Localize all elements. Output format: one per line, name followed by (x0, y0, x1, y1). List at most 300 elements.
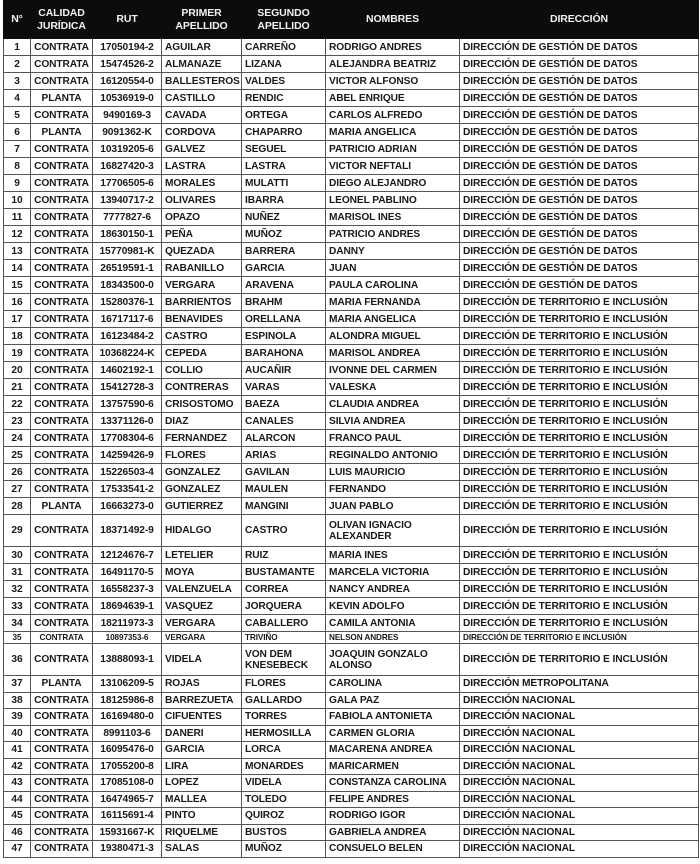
calidad-juridica: CONTRATA (31, 581, 93, 598)
calidad-juridica: CONTRATA (31, 615, 93, 632)
direccion: DIRECCIÓN DE GESTIÓN DE DATOS (460, 56, 699, 73)
row-number: 32 (4, 581, 31, 598)
row-number: 21 (4, 379, 31, 396)
table-row (4, 430, 699, 447)
nombres: VALESKA (326, 379, 460, 396)
calidad-juridica: PLANTA (31, 676, 93, 693)
calidad-juridica: CONTRATA (31, 564, 93, 581)
segundo-apellido: BUSTOS (242, 824, 326, 841)
primer-apellido: QUEZADA (162, 243, 242, 260)
table-row (4, 498, 699, 515)
table-row (4, 775, 699, 792)
row-number: 35 (4, 632, 31, 644)
rut: 13371126-0 (93, 413, 162, 430)
rut: 9091362-K (93, 124, 162, 141)
direccion: DIRECCIÓN DE GESTIÓN DE DATOS (460, 260, 699, 277)
segundo-apellido: GARCIA (242, 260, 326, 277)
nombres: ALONDRA MIGUEL (326, 328, 460, 345)
nombres: NANCY ANDREA (326, 581, 460, 598)
row-number: 3 (4, 73, 31, 90)
segundo-apellido: MONARDES (242, 758, 326, 775)
nombres: IVONNE DEL CARMEN (326, 362, 460, 379)
primer-apellido: HIDALGO (162, 515, 242, 547)
table-row (4, 73, 699, 90)
segundo-apellido: SEGUEL (242, 141, 326, 158)
calidad-juridica: CONTRATA (31, 808, 93, 825)
segundo-apellido: AUCAÑIR (242, 362, 326, 379)
calidad-juridica: CONTRATA (31, 515, 93, 547)
nombres: ALEJANDRA BEATRIZ (326, 56, 460, 73)
header-number: N° (4, 1, 31, 39)
nombres: CONSTANZA CAROLINA (326, 775, 460, 792)
rut: 18371492-9 (93, 515, 162, 547)
nombres: GALA PAZ (326, 692, 460, 709)
table-row (4, 692, 699, 709)
rut: 8991103-6 (93, 725, 162, 742)
calidad-juridica: CONTRATA (31, 447, 93, 464)
row-number: 8 (4, 158, 31, 175)
row-number: 19 (4, 345, 31, 362)
direccion: DIRECCIÓN DE GESTIÓN DE DATOS (460, 209, 699, 226)
nombres: JOAQUIN GONZALO ALONSO (326, 644, 460, 676)
rut: 13757590-6 (93, 396, 162, 413)
primer-apellido: LETELIER (162, 547, 242, 564)
row-number: 13 (4, 243, 31, 260)
rut: 16120554-0 (93, 73, 162, 90)
primer-apellido: AGUILAR (162, 39, 242, 56)
segundo-apellido: BRAHM (242, 294, 326, 311)
row-number: 9 (4, 175, 31, 192)
direccion: DIRECCIÓN DE GESTIÓN DE DATOS (460, 39, 699, 56)
direccion: DIRECCIÓN DE GESTIÓN DE DATOS (460, 243, 699, 260)
direccion: DIRECCIÓN DE TERRITORIO E INCLUSIÓN (460, 413, 699, 430)
segundo-apellido: MUÑOZ (242, 226, 326, 243)
row-number: 11 (4, 209, 31, 226)
direccion: DIRECCIÓN NACIONAL (460, 725, 699, 742)
primer-apellido: CORDOVA (162, 124, 242, 141)
rut: 18630150-1 (93, 226, 162, 243)
segundo-apellido: ALARCON (242, 430, 326, 447)
row-number: 45 (4, 808, 31, 825)
calidad-juridica: CONTRATA (31, 243, 93, 260)
calidad-juridica: CONTRATA (31, 547, 93, 564)
segundo-apellido: JORQUERA (242, 598, 326, 615)
segundo-apellido: MANGINI (242, 498, 326, 515)
direccion: DIRECCIÓN NACIONAL (460, 758, 699, 775)
primer-apellido: BARRIENTOS (162, 294, 242, 311)
segundo-apellido: MUÑOZ (242, 841, 326, 858)
primer-apellido: DIAZ (162, 413, 242, 430)
table-row (4, 260, 699, 277)
nombres: KEVIN ADOLFO (326, 598, 460, 615)
primer-apellido: FLORES (162, 447, 242, 464)
segundo-apellido: ARAVENA (242, 277, 326, 294)
direccion: DIRECCIÓN DE TERRITORIO E INCLUSIÓN (460, 294, 699, 311)
nombres: CONSUELO BELEN (326, 841, 460, 858)
rut: 15226503-4 (93, 464, 162, 481)
table-row (4, 192, 699, 209)
table-row (4, 632, 699, 644)
direccion: DIRECCIÓN DE TERRITORIO E INCLUSIÓN (460, 396, 699, 413)
rut: 13940717-2 (93, 192, 162, 209)
calidad-juridica: CONTRATA (31, 430, 93, 447)
direccion: DIRECCIÓN DE GESTIÓN DE DATOS (460, 90, 699, 107)
row-number: 25 (4, 447, 31, 464)
primer-apellido: CASTRO (162, 328, 242, 345)
table-row (4, 791, 699, 808)
nombres: CARMEN GLORIA (326, 725, 460, 742)
row-number: 29 (4, 515, 31, 547)
segundo-apellido: VALDES (242, 73, 326, 90)
direccion: DIRECCIÓN DE GESTIÓN DE DATOS (460, 192, 699, 209)
table-row (4, 243, 699, 260)
calidad-juridica: CONTRATA (31, 209, 93, 226)
rut: 13106209-5 (93, 676, 162, 693)
direccion: DIRECCIÓN DE TERRITORIO E INCLUSIÓN (460, 644, 699, 676)
nombres: MACARENA ANDREA (326, 742, 460, 759)
row-number: 4 (4, 90, 31, 107)
table-row (4, 581, 699, 598)
calidad-juridica: CONTRATA (31, 39, 93, 56)
direccion: DIRECCIÓN NACIONAL (460, 841, 699, 858)
direccion: DIRECCIÓN DE TERRITORIO E INCLUSIÓN (460, 632, 699, 644)
segundo-apellido: CHAPARRO (242, 124, 326, 141)
row-number: 47 (4, 841, 31, 858)
nombres: MARIA ANGELICA (326, 124, 460, 141)
direccion: DIRECCIÓN DE GESTIÓN DE DATOS (460, 277, 699, 294)
segundo-apellido: CABALLERO (242, 615, 326, 632)
direccion: DIRECCIÓN DE TERRITORIO E INCLUSIÓN (460, 430, 699, 447)
rut: 17706505-6 (93, 175, 162, 192)
table-row (4, 90, 699, 107)
row-number: 28 (4, 498, 31, 515)
direccion: DIRECCIÓN DE TERRITORIO E INCLUSIÓN (460, 598, 699, 615)
rut: 9490169-3 (93, 107, 162, 124)
direccion: DIRECCIÓN DE TERRITORIO E INCLUSIÓN (460, 345, 699, 362)
nombres: JUAN (326, 260, 460, 277)
row-number: 7 (4, 141, 31, 158)
table-row (4, 294, 699, 311)
row-number: 43 (4, 775, 31, 792)
rut: 18694639-1 (93, 598, 162, 615)
header-nombres: NOMBRES (326, 1, 460, 39)
nombres: PATRICIO ADRIAN (326, 141, 460, 158)
rut: 18125986-8 (93, 692, 162, 709)
direccion: DIRECCIÓN DE TERRITORIO E INCLUSIÓN (460, 311, 699, 328)
table-row (4, 56, 699, 73)
calidad-juridica: CONTRATA (31, 598, 93, 615)
row-number: 27 (4, 481, 31, 498)
nombres: GABRIELA ANDREA (326, 824, 460, 841)
nombres: NELSON ANDRES (326, 632, 460, 644)
rut: 17050194-2 (93, 39, 162, 56)
primer-apellido: OPAZO (162, 209, 242, 226)
calidad-juridica: PLANTA (31, 124, 93, 141)
primer-apellido: ALMANAZE (162, 56, 242, 73)
row-number: 31 (4, 564, 31, 581)
rut: 19380471-3 (93, 841, 162, 858)
direccion: DIRECCIÓN DE TERRITORIO E INCLUSIÓN (460, 464, 699, 481)
nombres: CAMILA ANTONIA (326, 615, 460, 632)
calidad-juridica: CONTRATA (31, 260, 93, 277)
calidad-juridica: CONTRATA (31, 692, 93, 709)
primer-apellido: VIDELA (162, 644, 242, 676)
direccion: DIRECCIÓN DE GESTIÓN DE DATOS (460, 107, 699, 124)
nombres: FELIPE ANDRES (326, 791, 460, 808)
calidad-juridica: CONTRATA (31, 742, 93, 759)
segundo-apellido: MAULEN (242, 481, 326, 498)
calidad-juridica: CONTRATA (31, 175, 93, 192)
primer-apellido: CASTILLO (162, 90, 242, 107)
segundo-apellido: HERMOSILLA (242, 725, 326, 742)
nombres: VICTOR ALFONSO (326, 73, 460, 90)
header-calidad-juridica: CALIDAD JURÍDICA (31, 1, 93, 39)
rut: 15474526-2 (93, 56, 162, 73)
calidad-juridica: CONTRATA (31, 192, 93, 209)
primer-apellido: FERNANDEZ (162, 430, 242, 447)
row-number: 38 (4, 692, 31, 709)
rut: 17533541-2 (93, 481, 162, 498)
segundo-apellido: FLORES (242, 676, 326, 693)
row-number: 22 (4, 396, 31, 413)
nombres: FERNANDO (326, 481, 460, 498)
primer-apellido: DANERI (162, 725, 242, 742)
segundo-apellido: VIDELA (242, 775, 326, 792)
segundo-apellido: QUIROZ (242, 808, 326, 825)
primer-apellido: GARCIA (162, 742, 242, 759)
direccion: DIRECCIÓN DE GESTIÓN DE DATOS (460, 175, 699, 192)
nombres: LUIS MAURICIO (326, 464, 460, 481)
calidad-juridica: CONTRATA (31, 73, 93, 90)
direccion: DIRECCIÓN NACIONAL (460, 808, 699, 825)
table-row (4, 709, 699, 726)
nombres: RODRIGO IGOR (326, 808, 460, 825)
direccion: DIRECCIÓN DE TERRITORIO E INCLUSIÓN (460, 379, 699, 396)
calidad-juridica: CONTRATA (31, 379, 93, 396)
row-number: 5 (4, 107, 31, 124)
nombres: ABEL ENRIQUE (326, 90, 460, 107)
rut: 18343500-0 (93, 277, 162, 294)
calidad-juridica: CONTRATA (31, 226, 93, 243)
header-primer-apellido: PRIMER APELLIDO (162, 1, 242, 39)
rut: 17085108-0 (93, 775, 162, 792)
rut: 16491170-5 (93, 564, 162, 581)
row-number: 44 (4, 791, 31, 808)
table-row (4, 464, 699, 481)
row-number: 10 (4, 192, 31, 209)
nombres: CLAUDIA ANDREA (326, 396, 460, 413)
primer-apellido: VASQUEZ (162, 598, 242, 615)
table-row (4, 328, 699, 345)
rut: 10319205-6 (93, 141, 162, 158)
calidad-juridica: CONTRATA (31, 277, 93, 294)
rut: 16558237-3 (93, 581, 162, 598)
primer-apellido: LIRA (162, 758, 242, 775)
table-row (4, 481, 699, 498)
direccion: DIRECCIÓN NACIONAL (460, 791, 699, 808)
primer-apellido: PINTO (162, 808, 242, 825)
primer-apellido: LASTRA (162, 158, 242, 175)
primer-apellido: RIQUELME (162, 824, 242, 841)
table-row (4, 515, 699, 547)
primer-apellido: CEPEDA (162, 345, 242, 362)
row-number: 46 (4, 824, 31, 841)
nombres: REGINALDO ANTONIO (326, 447, 460, 464)
direccion: DIRECCIÓN DE GESTIÓN DE DATOS (460, 226, 699, 243)
table-row (4, 676, 699, 693)
primer-apellido: VERGARA (162, 615, 242, 632)
rut: 17708304-6 (93, 430, 162, 447)
nombres: CAROLINA (326, 676, 460, 693)
calidad-juridica: CONTRATA (31, 725, 93, 742)
table-row (4, 598, 699, 615)
direccion: DIRECCIÓN DE TERRITORIO E INCLUSIÓN (460, 447, 699, 464)
rut: 15412728-3 (93, 379, 162, 396)
rut: 18211973-3 (93, 615, 162, 632)
nombres: FRANCO PAUL (326, 430, 460, 447)
rut: 16474965-7 (93, 791, 162, 808)
row-number: 40 (4, 725, 31, 742)
primer-apellido: MORALES (162, 175, 242, 192)
nombres: MARISOL ANDREA (326, 345, 460, 362)
primer-apellido: BALLESTEROS (162, 73, 242, 90)
segundo-apellido: MULATTI (242, 175, 326, 192)
calidad-juridica: CONTRATA (31, 824, 93, 841)
segundo-apellido: VON DEM KNESEBECK (242, 644, 326, 676)
rut: 16717117-6 (93, 311, 162, 328)
segundo-apellido: VARAS (242, 379, 326, 396)
segundo-apellido: LIZANA (242, 56, 326, 73)
segundo-apellido: BARAHONA (242, 345, 326, 362)
table-row (4, 447, 699, 464)
primer-apellido: CRISOSTOMO (162, 396, 242, 413)
calidad-juridica: CONTRATA (31, 345, 93, 362)
nombres: RODRIGO ANDRES (326, 39, 460, 56)
rut: 16095476-0 (93, 742, 162, 759)
row-number: 6 (4, 124, 31, 141)
nombres: PAULA CAROLINA (326, 277, 460, 294)
segundo-apellido: BARRERA (242, 243, 326, 260)
nombres: SILVIA ANDREA (326, 413, 460, 430)
calidad-juridica: CONTRATA (31, 775, 93, 792)
table-row (4, 379, 699, 396)
direccion: DIRECCIÓN METROPOLITANA (460, 676, 699, 693)
table-row (4, 396, 699, 413)
table-row (4, 141, 699, 158)
direccion: DIRECCIÓN DE TERRITORIO E INCLUSIÓN (460, 498, 699, 515)
calidad-juridica: CONTRATA (31, 362, 93, 379)
header-segundo-apellido: SEGUNDO APELLIDO (242, 1, 326, 39)
table-row (4, 345, 699, 362)
rut: 10368224-K (93, 345, 162, 362)
row-number: 23 (4, 413, 31, 430)
rut: 7777827-6 (93, 209, 162, 226)
nombres: JUAN PABLO (326, 498, 460, 515)
primer-apellido: SALAS (162, 841, 242, 858)
segundo-apellido: TRIVIÑO (242, 632, 326, 644)
row-number: 30 (4, 547, 31, 564)
primer-apellido: COLLIO (162, 362, 242, 379)
rut: 16123484-2 (93, 328, 162, 345)
calidad-juridica: CONTRATA (31, 709, 93, 726)
nombres: FABIOLA ANTONIETA (326, 709, 460, 726)
calidad-juridica: CONTRATA (31, 413, 93, 430)
direccion: DIRECCIÓN DE TERRITORIO E INCLUSIÓN (460, 328, 699, 345)
segundo-apellido: RENDIC (242, 90, 326, 107)
direccion: DIRECCIÓN DE TERRITORIO E INCLUSIÓN (460, 362, 699, 379)
segundo-apellido: TOLEDO (242, 791, 326, 808)
rut: 10897353-6 (93, 632, 162, 644)
calidad-juridica: CONTRATA (31, 294, 93, 311)
rut: 17055200-8 (93, 758, 162, 775)
nombres: CARLOS ALFREDO (326, 107, 460, 124)
segundo-apellido: CORREA (242, 581, 326, 598)
primer-apellido: BENAVIDES (162, 311, 242, 328)
segundo-apellido: CASTRO (242, 515, 326, 547)
table-row (4, 158, 699, 175)
calidad-juridica: CONTRATA (31, 632, 93, 644)
row-number: 34 (4, 615, 31, 632)
primer-apellido: VERGARA (162, 632, 242, 644)
primer-apellido: OLIVARES (162, 192, 242, 209)
row-number: 39 (4, 709, 31, 726)
rut: 15280376-1 (93, 294, 162, 311)
table-row (4, 124, 699, 141)
direccion: DIRECCIÓN DE TERRITORIO E INCLUSIÓN (460, 515, 699, 547)
calidad-juridica: CONTRATA (31, 644, 93, 676)
nombres: MARCELA VICTORIA (326, 564, 460, 581)
table-row (4, 758, 699, 775)
calidad-juridica: CONTRATA (31, 328, 93, 345)
calidad-juridica: PLANTA (31, 90, 93, 107)
rut: 16827420-3 (93, 158, 162, 175)
row-number: 12 (4, 226, 31, 243)
calidad-juridica: CONTRATA (31, 758, 93, 775)
row-number: 16 (4, 294, 31, 311)
segundo-apellido: GALLARDO (242, 692, 326, 709)
table-row (4, 824, 699, 841)
primer-apellido: CIFUENTES (162, 709, 242, 726)
row-number: 26 (4, 464, 31, 481)
direccion: DIRECCIÓN DE TERRITORIO E INCLUSIÓN (460, 615, 699, 632)
primer-apellido: RABANILLO (162, 260, 242, 277)
table-row (4, 175, 699, 192)
table-row (4, 841, 699, 858)
segundo-apellido: GAVILAN (242, 464, 326, 481)
table-row (4, 311, 699, 328)
segundo-apellido: ORELLANA (242, 311, 326, 328)
rut: 14259426-9 (93, 447, 162, 464)
nombres: MARIA INES (326, 547, 460, 564)
row-number: 2 (4, 56, 31, 73)
nombres: MARICARMEN (326, 758, 460, 775)
calidad-juridica: CONTRATA (31, 56, 93, 73)
nombres: DIEGO ALEJANDRO (326, 175, 460, 192)
segundo-apellido: ESPINOLA (242, 328, 326, 345)
calidad-juridica: CONTRATA (31, 158, 93, 175)
primer-apellido: VALENZUELA (162, 581, 242, 598)
table-row (4, 226, 699, 243)
segundo-apellido: BUSTAMANTE (242, 564, 326, 581)
table-row (4, 362, 699, 379)
calidad-juridica: CONTRATA (31, 141, 93, 158)
staff-table (3, 0, 699, 858)
direccion: DIRECCIÓN NACIONAL (460, 692, 699, 709)
segundo-apellido: IBARRA (242, 192, 326, 209)
calidad-juridica: CONTRATA (31, 396, 93, 413)
table-row (4, 107, 699, 124)
segundo-apellido: RUIZ (242, 547, 326, 564)
